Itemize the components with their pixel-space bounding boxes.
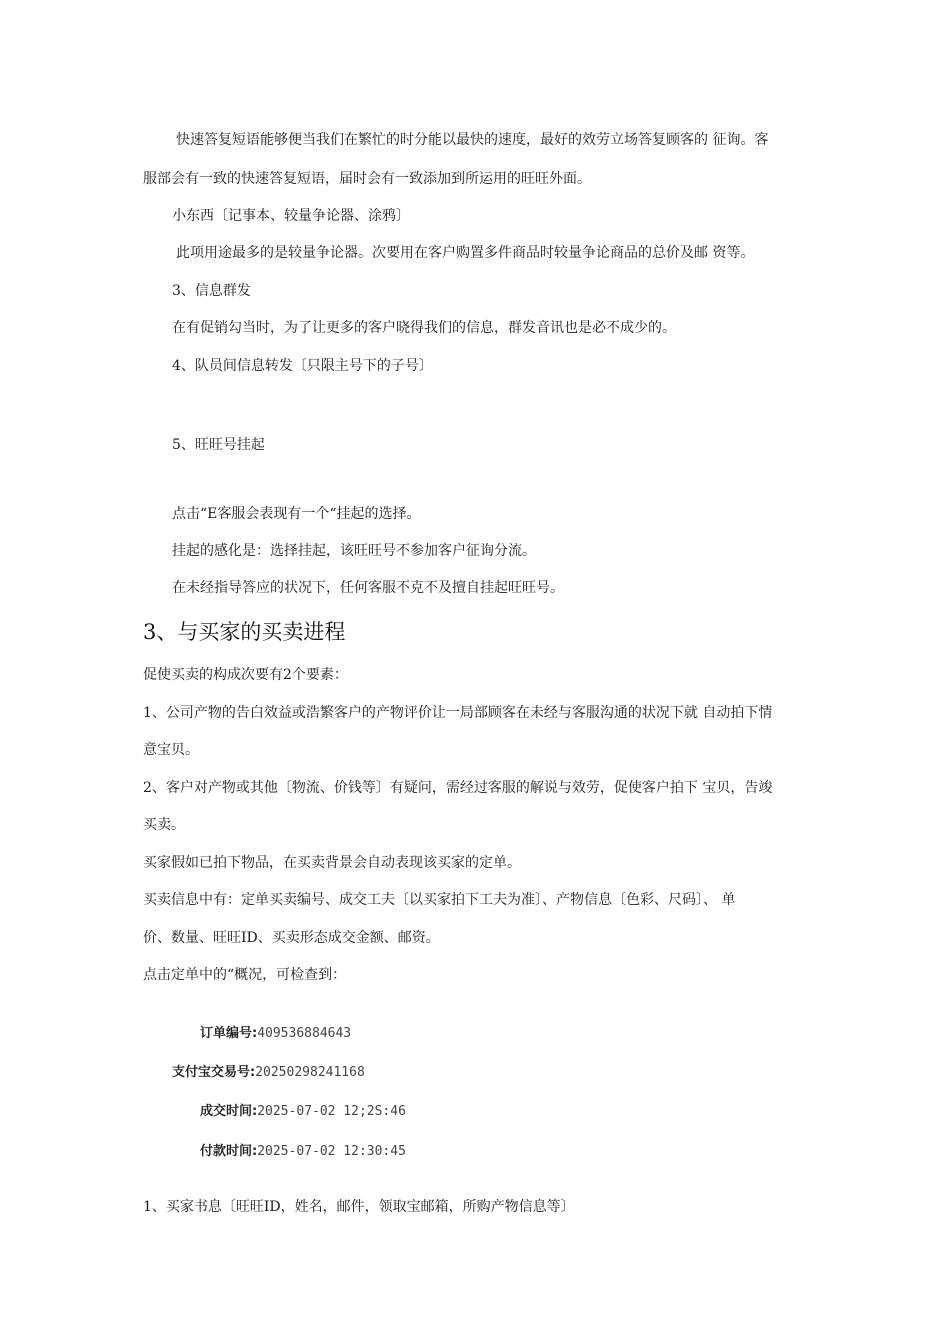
paragraph: 1、公司产物的告白效益或浩繁客户的产物评价让一局部顾客在未经与客服沟通的状况下就 自动拍下情 xyxy=(143,705,773,721)
order-detail-label: 支付宝交易号: xyxy=(172,1065,256,1080)
list-heading: 5、旺旺号挂起 xyxy=(172,437,265,453)
order-detail-label: 付款时间: xyxy=(200,1144,258,1159)
paragraph: 点击“E客服会表现有一个“挂起的选择。 xyxy=(172,506,421,522)
paragraph: 意宝贝。 xyxy=(143,742,199,758)
order-detail-row xyxy=(200,1025,351,1043)
paragraph: 买家假如已拍下物品，在买卖背景会自动表现该买家的定单。 xyxy=(143,855,521,871)
paragraph: 在有促销勾当时，为了让更多的客户晓得我们的信息，群发音讯也是必不成少的。 xyxy=(172,320,676,336)
section-heading: 3、与买家的买卖进程 xyxy=(143,620,346,644)
order-detail-row xyxy=(200,1103,406,1121)
paragraph: 促使买卖的构成次要有2个要素： xyxy=(143,667,348,683)
order-detail-row xyxy=(200,1143,406,1161)
paragraph: 此项用途最多的是较量争论器。次要用在客户购置多件商品时较量争论商品的总价及邮 资等。 xyxy=(176,245,755,261)
paragraph: 在未经指导答应的状况下，任何客服不克不及擅自挂起旺旺号。 xyxy=(172,580,564,596)
order-detail-label: 订单编号: xyxy=(200,1026,258,1041)
order-detail-value: 20250298241168 xyxy=(255,1065,365,1080)
paragraph: 小东西〔记事本、较量争论器、涂鸦〕 xyxy=(172,208,410,224)
paragraph: 买卖。 xyxy=(143,817,185,833)
order-detail-value: 409536884643 xyxy=(257,1026,352,1041)
paragraph: 1、买家书息〔旺旺ID，姓名，邮件，领取宝邮箱，所购产物信息等〕 xyxy=(143,1199,575,1215)
order-detail-label: 成交时间: xyxy=(200,1104,258,1119)
paragraph: 挂起的感化是：选择挂起，该旺旺号不参加客户征询分流。 xyxy=(172,543,536,559)
list-heading: 3、信息群发 xyxy=(172,283,251,299)
order-detail-row xyxy=(172,1064,365,1082)
paragraph: 快速答复短语能够便当我们在繁忙的时分能以最快的速度，最好的效劳立场答复顾客的 征询。客 xyxy=(176,132,769,148)
list-heading: 4、队员间信息转发〔只限主号下的子号〕 xyxy=(172,358,433,374)
paragraph: 2、客户对产物或其他〔物流、价钱等〕有疑问，需经过客服的解说与效劳，促使客户拍下 宝贝，告竣 xyxy=(143,780,773,796)
paragraph: 买卖信息中有：定单买卖编号、成交工夫〔以买家拍下工夫为准〕、产物信息〔色彩、尺码〕、 单 xyxy=(143,892,736,908)
paragraph: 价、数量、旺旺ID、买卖形态成交金额、邮资。 xyxy=(143,930,440,946)
order-detail-value: 2025-07-02 12:30:45 xyxy=(257,1144,406,1159)
paragraph: 服部会有一致的快速答复短语，届时会有一致添加到所运用的旺旺外面。 xyxy=(143,171,591,187)
order-detail-value: 2025-07-02 12;2S:46 xyxy=(257,1104,406,1119)
paragraph: 点击定单中的“概况，可检查到： xyxy=(143,967,347,983)
